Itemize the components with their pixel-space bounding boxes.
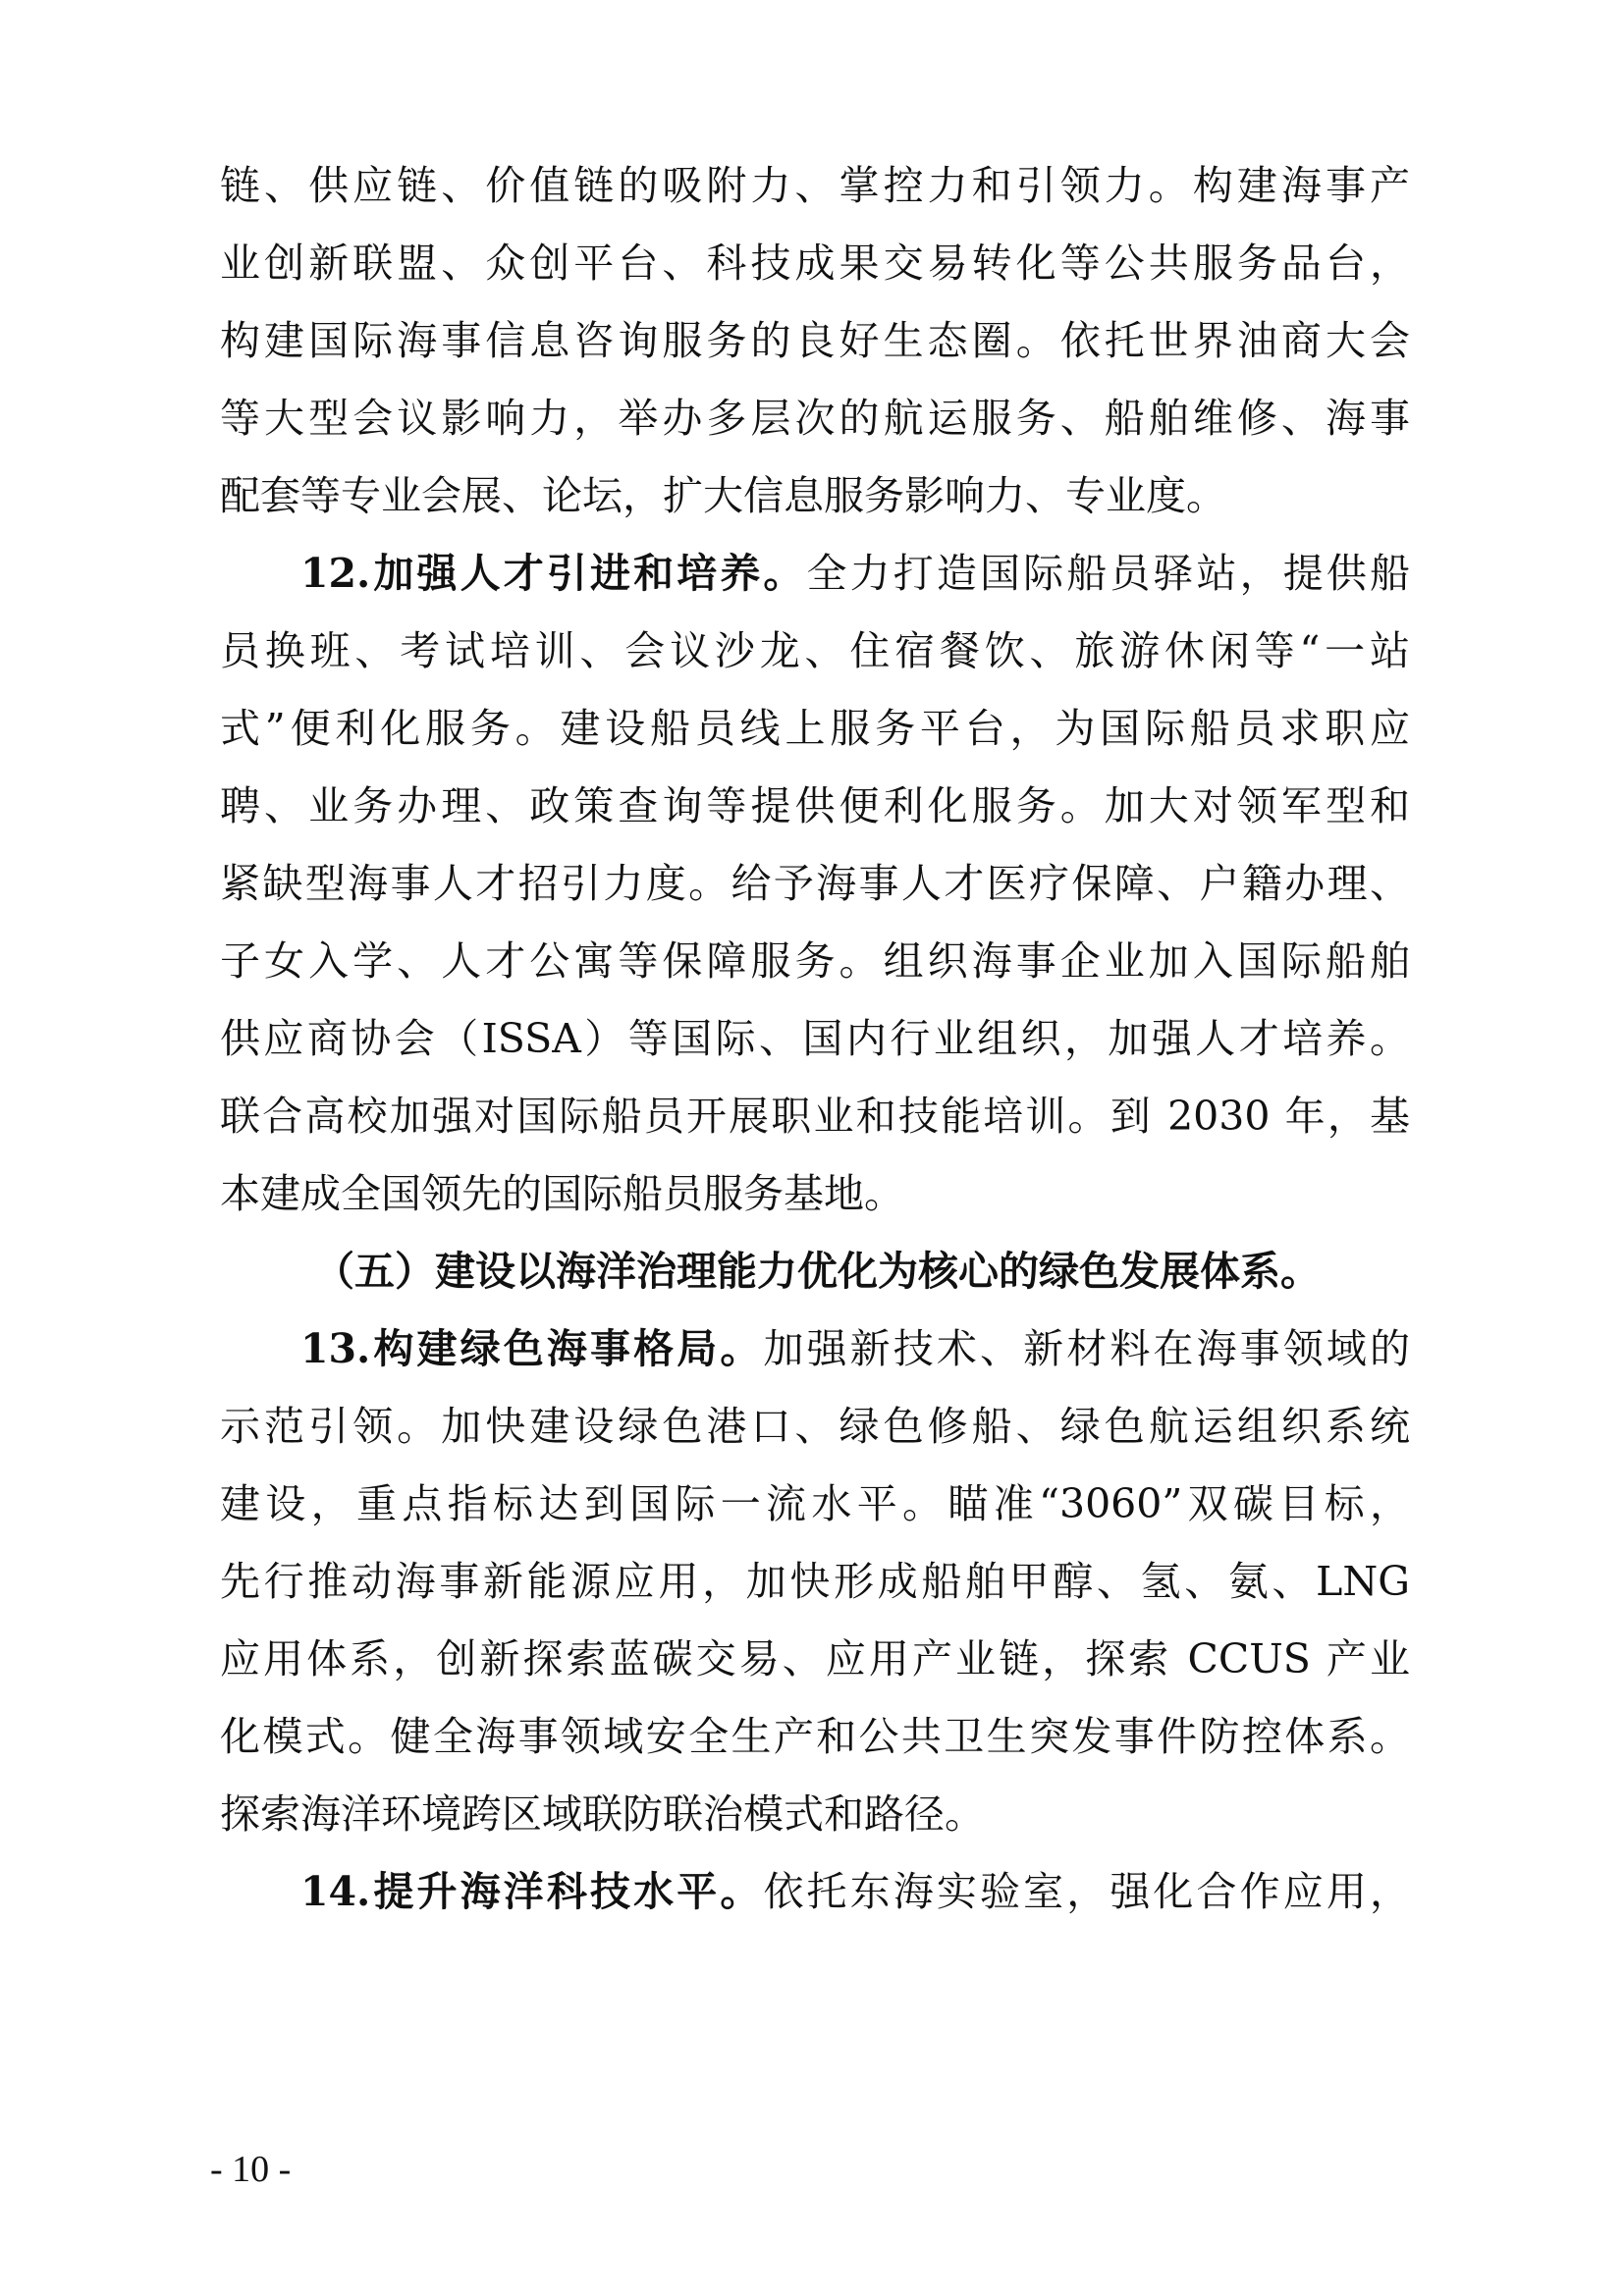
page-number: - 10 - (210, 2149, 292, 2190)
item-12-first-line (300, 534, 1410, 613)
item-14-heading: 14.提升海洋科技水平。 (300, 1868, 764, 1915)
body-line: 化模式。健全海事领域安全生产和公共卫生突发事件防控体系。 (220, 1713, 1410, 1760)
item-12-first-line-text: 全力打造国际船员驿站，提供船 (806, 550, 1410, 597)
body-line: 本建成全国领先的国际船员服务基地。 (220, 1170, 904, 1217)
body-line: 紧缺型海事人才招引力度。给予海事人才医疗保障、户籍办理、 (220, 860, 1410, 907)
body-line: 式”便利化服务。建设船员线上服务平台，为国际船员求职应 (220, 705, 1410, 752)
body-line: 聘、业务办理、政策查询等提供便利化服务。加大对领军型和 (220, 782, 1410, 829)
body-line: 建设，重点指标达到国际一流水平。瞄准“3060”双碳目标， (220, 1480, 1410, 1527)
body-line: 示范引领。加快建设绿色港口、绿色修船、绿色航运组织系统 (220, 1403, 1410, 1450)
body-line: 员换班、考试培训、会议沙龙、住宿餐饮、旅游休闲等“一站 (220, 627, 1410, 674)
item-14-first-line-text: 依托东海实验室，强化合作应用， (763, 1868, 1410, 1915)
body-line: 探索海洋环境跨区域联防联治模式和路径。 (220, 1790, 985, 1838)
item-14-first-line (300, 1852, 1410, 1931)
body-line: 配套等专业会展、论坛，扩大信息服务影响力、专业度。 (220, 472, 1226, 519)
item-13-first-line (300, 1309, 1410, 1388)
section-5-heading: （五）建设以海洋治理能力优化为核心的绿色发展体系。 (314, 1248, 1321, 1295)
item-13-heading: 13.构建绿色海事格局。 (300, 1325, 764, 1372)
item-12-heading: 12.加强人才引进和培养。 (300, 550, 807, 597)
body-line: 链、供应链、价值链的吸附力、掌控力和引领力。构建海事产 (220, 162, 1410, 209)
body-line: 供应商协会（ISSA）等国际、国内行业组织，加强人才培养。 (220, 1015, 1410, 1062)
body-line: 先行推动海事新能源应用，加快形成船舶甲醇、氢、氨、LNG (220, 1558, 1410, 1605)
body-line: 应用体系，创新探索蓝碳交易、应用产业链，探索 CCUS 产业 (220, 1635, 1410, 1682)
body-line: 联合高校加强对国际船员开展职业和技能培训。到 2030 年，基 (220, 1093, 1410, 1140)
body-line: 等大型会议影响力，举办多层次的航运服务、船舶维修、海事 (220, 395, 1410, 442)
body-line: 业创新联盟、众创平台、科技成果交易转化等公共服务品台， (220, 240, 1410, 287)
body-line: 构建国际海事信息咨询服务的良好生态圈。依托世界油商大会 (220, 317, 1410, 364)
body-line: 子女入学、人才公寓等保障服务。组织海事企业加入国际船舶 (220, 937, 1410, 985)
item-13-first-line-text: 加强新技术、新材料在海事领域的 (763, 1325, 1410, 1372)
